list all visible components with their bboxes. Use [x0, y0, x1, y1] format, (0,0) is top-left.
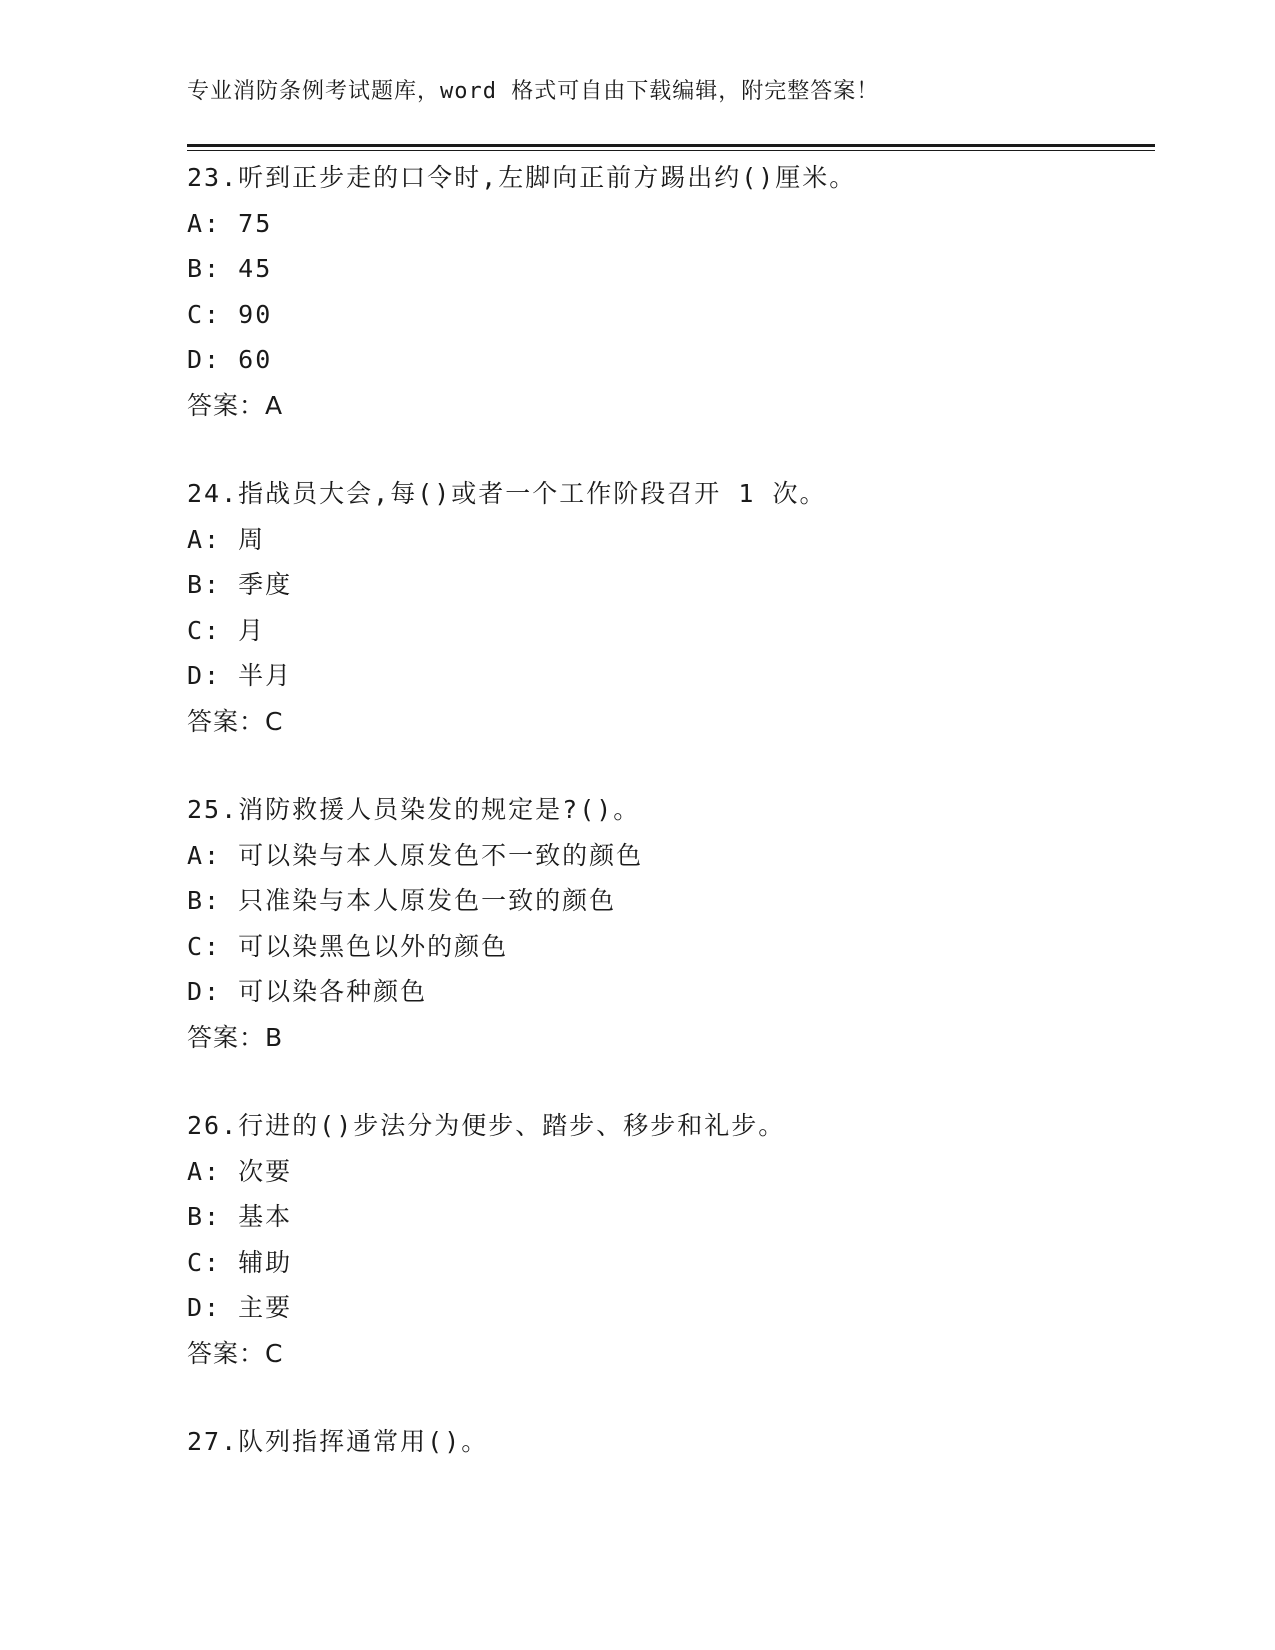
option-c: C: 90 [187, 299, 273, 329]
header-divider-thick [187, 144, 1155, 147]
option-a: A: 周 [187, 524, 266, 554]
option-d: D: 可以染各种颜色 [187, 977, 428, 1006]
question-26 [187, 1103, 1155, 1376]
answer: 答案：B [187, 1022, 284, 1052]
question-27 [187, 1419, 1155, 1465]
option-a: A: 次要 [187, 1156, 293, 1186]
answer: 答案：C [187, 1338, 284, 1368]
question-25 [187, 787, 1155, 1060]
answer: 答案：C [187, 706, 284, 736]
header-divider-thin [187, 150, 1155, 151]
question-23 [187, 155, 1155, 428]
question-stem: 23.听到正步走的口令时,左脚向正前方踢出约()厘米。 [187, 163, 857, 192]
option-a: A: 75 [187, 208, 273, 238]
question-stem: 25.消防救援人员染发的规定是?()。 [187, 795, 641, 824]
document-header: 专业消防条例考试题库，word 格式可自由下载编辑，附完整答案！ [187, 79, 880, 104]
question-stem: 24.指战员大会,每()或者一个工作阶段召开 1 次。 [187, 479, 827, 508]
option-c: C: 可以染黑色以外的颜色 [187, 931, 509, 961]
option-b: B: 季度 [187, 570, 293, 599]
option-b: B: 45 [187, 254, 273, 283]
option-d: D: 半月 [187, 661, 293, 690]
option-b: B: 只准染与本人原发色一致的颜色 [187, 886, 617, 915]
option-c: C: 辅助 [187, 1247, 293, 1277]
option-a: A: 可以染与本人原发色不一致的颜色 [187, 840, 644, 870]
answer: 答案：A [187, 390, 284, 420]
question-list [187, 155, 1155, 1508]
question-stem: 27.队列指挥通常用()。 [187, 1427, 489, 1456]
option-b: B: 基本 [187, 1202, 293, 1231]
question-24 [187, 471, 1155, 744]
option-d: D: 60 [187, 345, 273, 374]
option-c: C: 月 [187, 615, 266, 645]
question-stem: 26.行进的()步法分为便步、踏步、移步和礼步。 [187, 1111, 786, 1140]
option-d: D: 主要 [187, 1293, 293, 1322]
